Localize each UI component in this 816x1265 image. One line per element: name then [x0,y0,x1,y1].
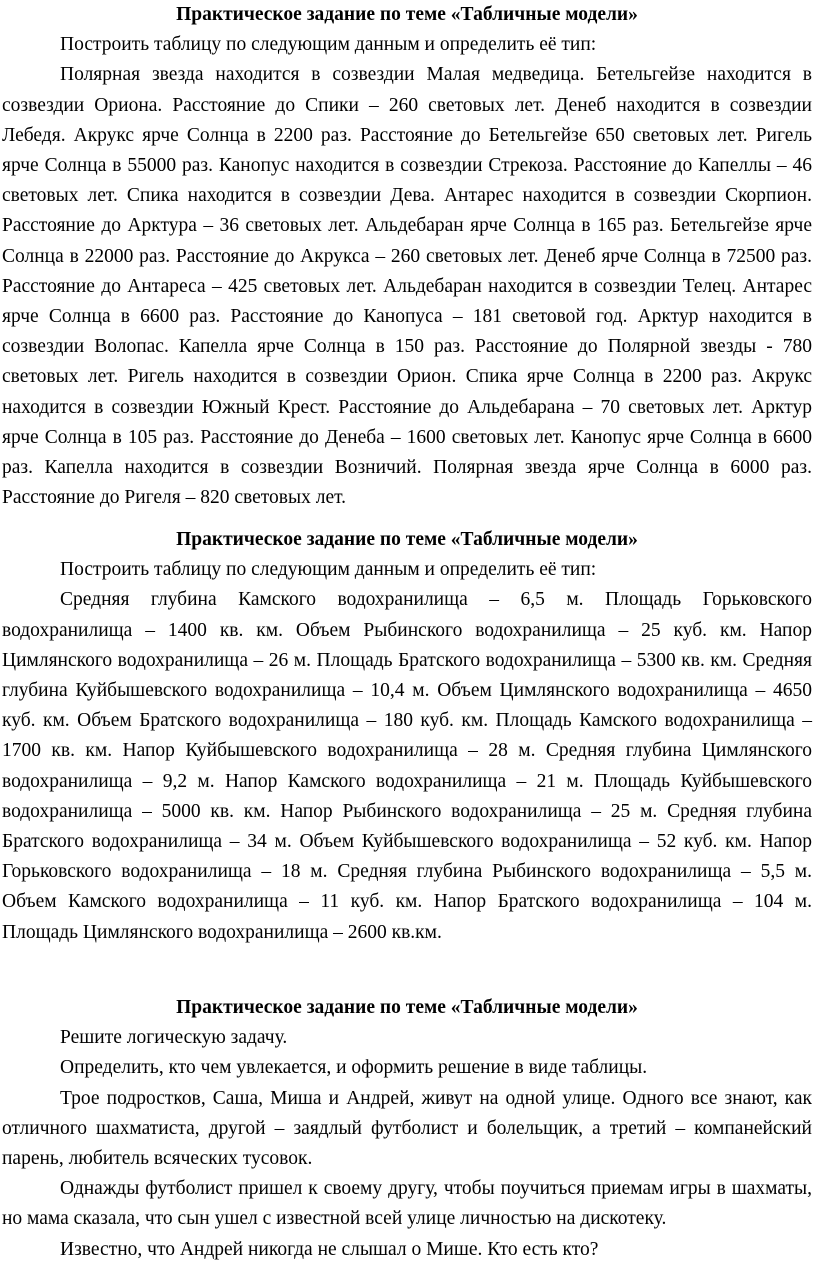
puzzle-paragraph: Известно, что Андрей никогда не слышал о Мише. Кто есть кто? [60,1238,599,1260]
task-instruction: Построить таблицу по следующим данным и определить её тип: [60,559,597,581]
task-stars [2,0,812,513]
task-text: Средняя глубина Камского водохранилища – 6,5 м. Площадь Горьковского водохранилища – 1400 кв. км. Объем Рыбинского водохранилища – 25 куб. км. Напор Цимлянского водохранилища – 26 м. Площадь Братского водохранилища – 5300 кв. км. Средняя глубина Куйбышевского водохранилища – 10,4 м. Объем Цимлянского водохранилища – 4650 куб. км. Объем Братского водохранилища – 180 куб. км. Площадь Камского водохранилища – 1700 кв. км. Напор Куйбышевского водохранилища – 28 м. Средняя глубина Цимлянского водохранилища – 9,2 м. Напор Камского водохранилища – 21 м. Площадь Куйбышевского водохранилища – 5000 кв. км. Напор Рыбинского водохранилища – 25 м. Средняя глубина Братского водохранилища – 34 м. Объем Куйбышевского водохранилища – 52 куб. км. Напор Горьковского водохранилища – 18 м. Средняя глубина Рыбинского водохранилища – 5,5 м. Объем Камского водохранилища – 11 куб. км. Напор Братского водохранилища – 104 м. Площадь Цимлянского водохранилища – 2600 кв.км. [2,589,812,943]
task-instruction: Построить таблицу по следующим данным и определить её тип: [60,34,597,56]
task-reservoirs [2,525,812,948]
task-logic-puzzle [2,993,812,1265]
task-title: Практическое задание по теме «Табличные модели» [176,997,638,1018]
puzzle-paragraph: Решите логическую задачу. [60,1027,288,1049]
task-text: Полярная звезда находится в созвездии Малая медведица. Бетельгейзе находится в созвездии Ориона. Расстояние до Спики – 260 световых лет. Денеб находится в созвездии Лебедя. Акрукс ярче Солнца в 2200 раз. Расстояние до Бетельгейзе 650 световых лет. Ригель ярче Солнца в 55000 раз. Канопус находится в созвездии Стрекоза. Расстояние до Капеллы – 46 световых лет. Спика находится в созвездии Дева. Антарес находится в созвездии Скорпион. Расстояние до Арктура – 36 световых лет. Альдебаран ярче Солнца в 165 раз. Бетельгейзе ярче Солнца в 22000 раз. Расстояние до Акрукса – 260 световых лет. Денеб ярче Солнца в 72500 раз. Расстояние до Антареса – 425 световых лет. Альдебаран находится в созвездии Телец. Антарес ярче Солнца в 6600 раз. Расстояние до Канопуса – 181 световой год. Арктур находится в созвездии Волопас. Капелла ярче Солнца в 150 раз. Расстояние до Полярной звезды - 780 световых лет. Ригель находится в созвездии Орион. Спика ярче Солнца в 2200 раз. Акрукс находится в созвездии Южный Крест. Расстояние до Альдебарана – 70 световых лет. Арктур ярче Солнца в 105 раз. Расстояние до Денеба – 1600 световых лет. Канопус ярче Солнца в 6600 раз. Капелла находится в созвездии Возничий. Полярная звезда ярче Солнца в 6000 раз. Расстояние до Ригеля – 820 световых лет. [2,64,812,509]
puzzle-paragraph: Однажды футболист пришел к своему другу, чтобы поучиться приемам игры в шахматы, но мама сказала, что сын ушел с известной всей улице личностью на дискотеку. [2,1178,812,1230]
task-title: Практическое задание по теме «Табличные модели» [176,4,638,25]
puzzle-paragraph: Трое подростков, Саша, Миша и Андрей, живут на одной улице. Одного все знают, как отличного шахматиста, другой – заядлый футболист и болельщик, а третий – компанейский парень, любитель всяческих тусовок. [2,1087,812,1170]
puzzle-paragraph: Определить, кто чем увлекается, и оформить решение в виде таблицы. [60,1057,648,1079]
task-title: Практическое задание по теме «Табличные модели» [176,529,638,550]
